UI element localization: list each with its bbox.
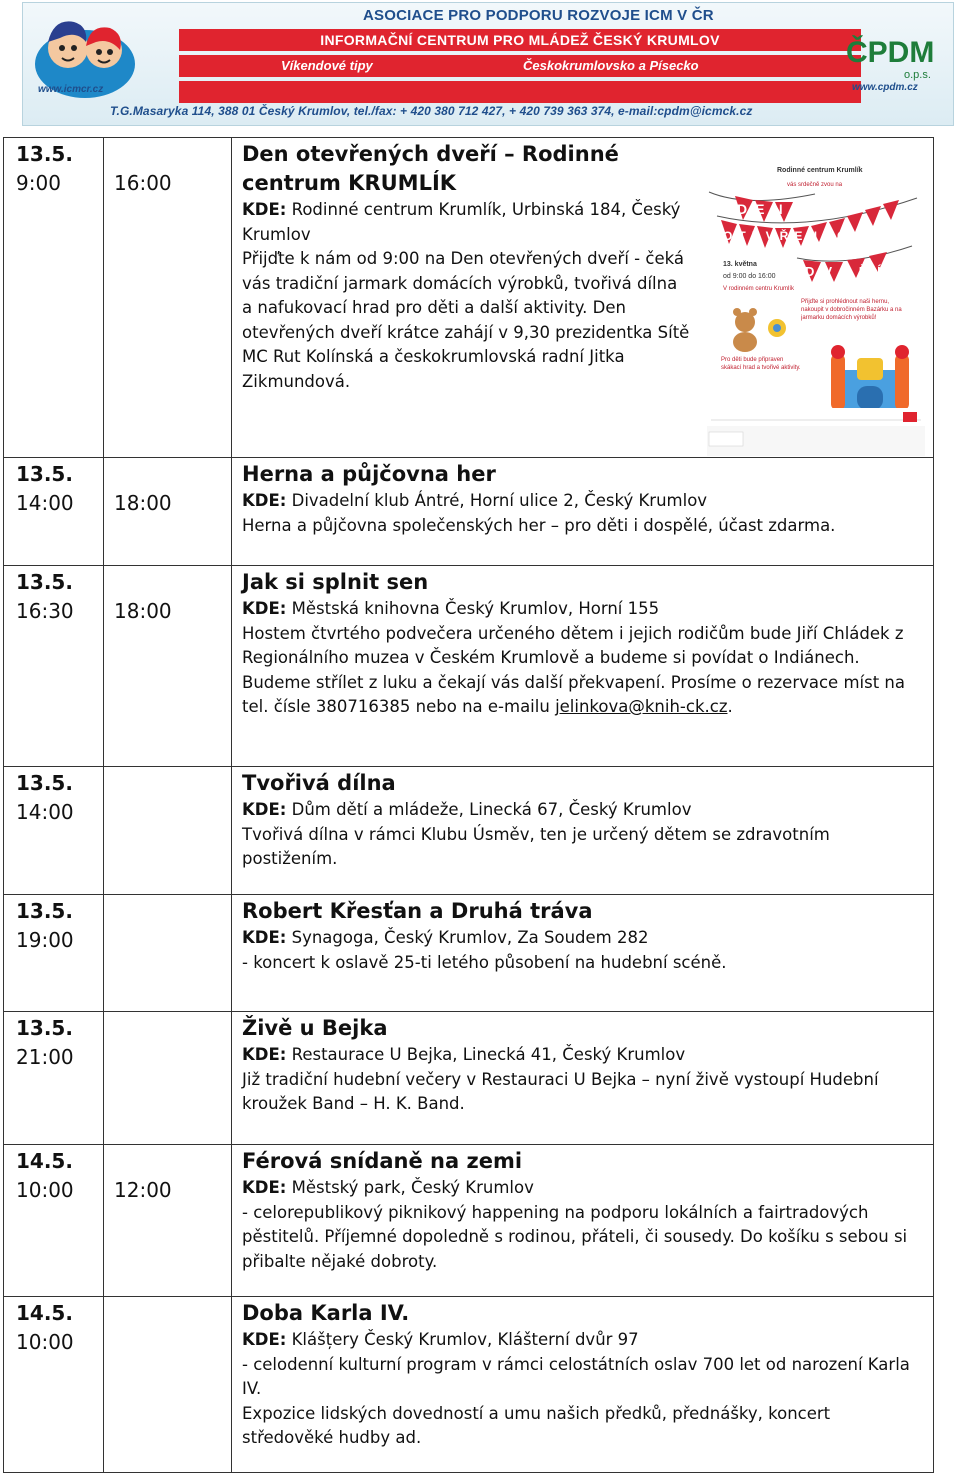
event-end-time: 16:00 — [114, 171, 172, 195]
event-start-cell — [4, 566, 104, 767]
event-end-cell — [104, 1012, 232, 1145]
event-title: Robert Křesťan a Druhá tráva — [242, 899, 593, 923]
event-start-cell — [4, 1297, 104, 1473]
banner-tags — [179, 55, 861, 77]
event-poster-image — [707, 158, 925, 456]
poster-org: Rodinné centrum Krumlík — [777, 167, 863, 174]
event-date: 13.5. — [16, 142, 73, 166]
poster-bunting-row1: DEN — [737, 201, 791, 217]
event-place-text: Divadelní klub Ántré, Horní ulice 2, Český Krumlov — [291, 491, 708, 510]
banner-tag-weekend: Víkendové tipy — [281, 58, 373, 73]
poster-date: 13. května — [723, 261, 757, 268]
event-detail-cell — [232, 138, 934, 458]
event-row — [4, 1012, 934, 1145]
event-row — [4, 566, 934, 767]
event-detail-cell — [232, 1297, 934, 1473]
event-place-text: Klášțery Český Krumlov, Klášterní dvůr 97 — [291, 1330, 639, 1349]
cpdm-logo-text: ČPDM — [846, 36, 935, 69]
kde-label: KDE: — [242, 491, 287, 510]
event-place-text: Rodinné centrum Krumlík, Urbinská 184, Český Krumlov — [242, 200, 681, 244]
poster-bunting-row3: DVEŘÍ — [805, 264, 890, 279]
event-start-cell — [4, 138, 104, 458]
event-description-extra: Expozice lidských dovedností a umu našich předků, přednášky, koncert středověké hudby ad. — [242, 1403, 831, 1447]
event-description: - celodenní kulturní program v rámci celostátních oslav 700 let od narození Karla IV. — [242, 1354, 910, 1398]
event-row — [4, 138, 934, 458]
event-row — [4, 458, 934, 566]
event-description-end: . — [727, 697, 733, 716]
event-place — [242, 1328, 925, 1353]
event-place-text: Dům dětí a mládeže, Linecká 67, Český Krumlov — [291, 800, 692, 819]
event-title: Jak si splnit sen — [242, 570, 429, 594]
event-place — [242, 798, 925, 823]
banner-address: T.G.Masaryka 114, 388 01 Český Krumlov, tel./fax: + 420 380 712 427, + 420 739 363 374, e-mail:cpdm@icmck.cz — [110, 104, 753, 118]
kde-label: KDE: — [242, 1045, 287, 1064]
event-date: 13.5. — [16, 1016, 73, 1040]
event-detail-cell — [232, 895, 934, 1012]
event-title: Doba Karla IV. — [242, 1301, 410, 1325]
event-description: - koncert k oslavě 25-ti letého působení na hudební scéně. — [242, 952, 727, 972]
event-place — [242, 1176, 925, 1201]
event-description: Přijďte k nám od 9:00 na Den otevřených dveří - čeká vás tradiční jarmark domácích výrobků, tvořivá dílna a nafukovací hrad pro děti a další aktivity. Den otevřených dveří krátce zahájí v 9,30 prezidentka Sítě MC Rut Kolínská a českokrumlovská radní Jitka Zikmundová. — [242, 249, 690, 391]
event-description: Již tradiční hudební večery v Restauraci U Bejka – nyní živě vystoupí Hudební kroužek Band – H. K. Band. — [242, 1069, 879, 1113]
event-email-link[interactable]: jelinkova@knih-ck.cz — [555, 697, 728, 716]
event-detail-cell — [232, 1145, 934, 1297]
logo-right-url: www.cpdm.cz — [852, 82, 918, 93]
event-row — [4, 895, 934, 1012]
event-start-cell — [4, 895, 104, 1012]
event-start-time: 10:00 — [16, 1330, 74, 1354]
kde-label: KDE: — [242, 200, 287, 219]
kde-label: KDE: — [242, 800, 287, 819]
event-date: 14.5. — [16, 1301, 73, 1325]
kde-label: KDE: — [242, 928, 287, 947]
event-title: Živě u Bejka — [242, 1016, 388, 1040]
poster-kids-text: Pro děti bude připraven skákací hrad a tvořivé aktivity. — [721, 357, 801, 371]
event-date: 14.5. — [16, 1149, 73, 1173]
event-end-time: 18:00 — [114, 599, 172, 623]
event-row — [4, 1145, 934, 1297]
event-description: Tvořivá dílna v rámci Klubu Úsměv, ten je určený dětem se zdravotním postižením. — [242, 824, 830, 868]
event-end-cell — [104, 1145, 232, 1297]
event-date: 13.5. — [16, 570, 73, 594]
kde-label: KDE: — [242, 1330, 287, 1349]
event-end-cell — [104, 1297, 232, 1473]
poster-time: od 9:00 do 16:00 — [723, 273, 776, 280]
event-start-cell — [4, 1012, 104, 1145]
event-row — [4, 767, 934, 895]
event-place — [242, 198, 690, 247]
event-date: 13.5. — [16, 899, 73, 923]
event-start-time: 14:00 — [16, 800, 74, 824]
event-place-text: Synagoga, Český Krumlov, Za Soudem 282 — [291, 928, 649, 947]
event-start-cell — [4, 1145, 104, 1297]
poster-sub: vás srdečně zvou na — [787, 182, 843, 188]
banner-band — [179, 81, 861, 103]
event-place-text: Městská knihovna Český Krumlov, Horní 155 — [291, 599, 660, 618]
event-end-cell — [104, 138, 232, 458]
event-start-time: 10:00 — [16, 1178, 74, 1202]
event-title: Tvořivá dílna — [242, 771, 396, 795]
event-start-time: 9:00 — [16, 171, 61, 195]
cpdm-logo-sub: o.p.s. — [904, 69, 931, 81]
event-start-cell — [4, 767, 104, 895]
banner-tag-region: Českokrumlovsko a Písecko — [523, 58, 699, 73]
event-detail-cell — [232, 767, 934, 895]
kde-label: KDE: — [242, 1178, 287, 1197]
event-start-cell — [4, 458, 104, 566]
poster-right-text: Přijďte si prohlédnout naši hernu, nakoupit v dobročinném Bazárku a na jarmarku domácích výrobků! — [801, 299, 902, 321]
event-description — [242, 622, 925, 720]
event-place — [242, 926, 925, 951]
banner-association: ASOCIACE PRO PODPORU ROZVOJE ICM V ČR — [363, 7, 714, 24]
event-end-cell — [104, 767, 232, 895]
event-start-time: 14:00 — [16, 491, 74, 515]
logo-left-url: www.icmcr.cz — [38, 84, 104, 95]
event-description: - celorepublikový piknikový happening na podporu lokálních a fairtradových pěstitelů. Příjemné dopoledně s rodinou, přáteli, či sousedy. Do košíku s sebou si přibalte nějaké dobroty. — [242, 1202, 908, 1271]
event-end-cell — [104, 566, 232, 767]
event-date: 13.5. — [16, 462, 73, 486]
event-title: Férová snídaně na zemi — [242, 1149, 523, 1173]
event-detail-cell — [232, 1012, 934, 1145]
poster-ball-icon — [768, 319, 786, 337]
event-start-time: 16:30 — [16, 599, 74, 623]
event-end-time: 12:00 — [114, 1178, 172, 1202]
event-place-text: Městský park, Český Krumlov — [291, 1178, 534, 1197]
banner-center-name: INFORMAČNÍ CENTRUM PRO MLÁDEŽ ČESKÝ KRUMLOV — [179, 29, 861, 51]
event-title: Herna a půjčovna her — [242, 462, 496, 486]
kde-label: KDE: — [242, 599, 287, 618]
event-end-time: 18:00 — [114, 491, 172, 515]
event-place — [242, 1043, 925, 1068]
event-title: Den otevřených dveří – Rodinné centrum KRUMLÍK — [242, 142, 619, 195]
event-end-cell — [104, 458, 232, 566]
event-place-text: Restaurace U Bejka, Linecká 41, Český Krumlov — [291, 1045, 686, 1064]
poster-place: V rodinném centru Krumlík — [723, 286, 795, 292]
event-detail-cell — [232, 458, 934, 566]
event-start-time: 21:00 — [16, 1045, 74, 1069]
event-date: 13.5. — [16, 771, 73, 795]
event-detail-cell — [232, 566, 934, 767]
event-end-cell — [104, 895, 232, 1012]
event-row — [4, 1297, 934, 1473]
event-start-time: 19:00 — [16, 928, 74, 952]
poster-bunting-row2: OTEVŘENÝCH — [723, 229, 867, 243]
event-description-text: Hostem čtvrtého podvečera určeného dětem i jejich rodičům bude Jiří Chládek z Regionálního muzea v Českém Krumlově a budeme si povídat o Indiánech. Budeme střílet z luku a čekají vás další překvapení. Prosíme o rezervace míst na tel. čísle 380716385 nebo na e-mailu — [242, 623, 905, 716]
event-description: Herna a půjčovna společenských her – pro děti i dospělé, účast zdarma. — [242, 515, 836, 535]
events-table — [3, 137, 934, 1473]
event-place — [242, 597, 925, 622]
event-place — [242, 489, 925, 514]
